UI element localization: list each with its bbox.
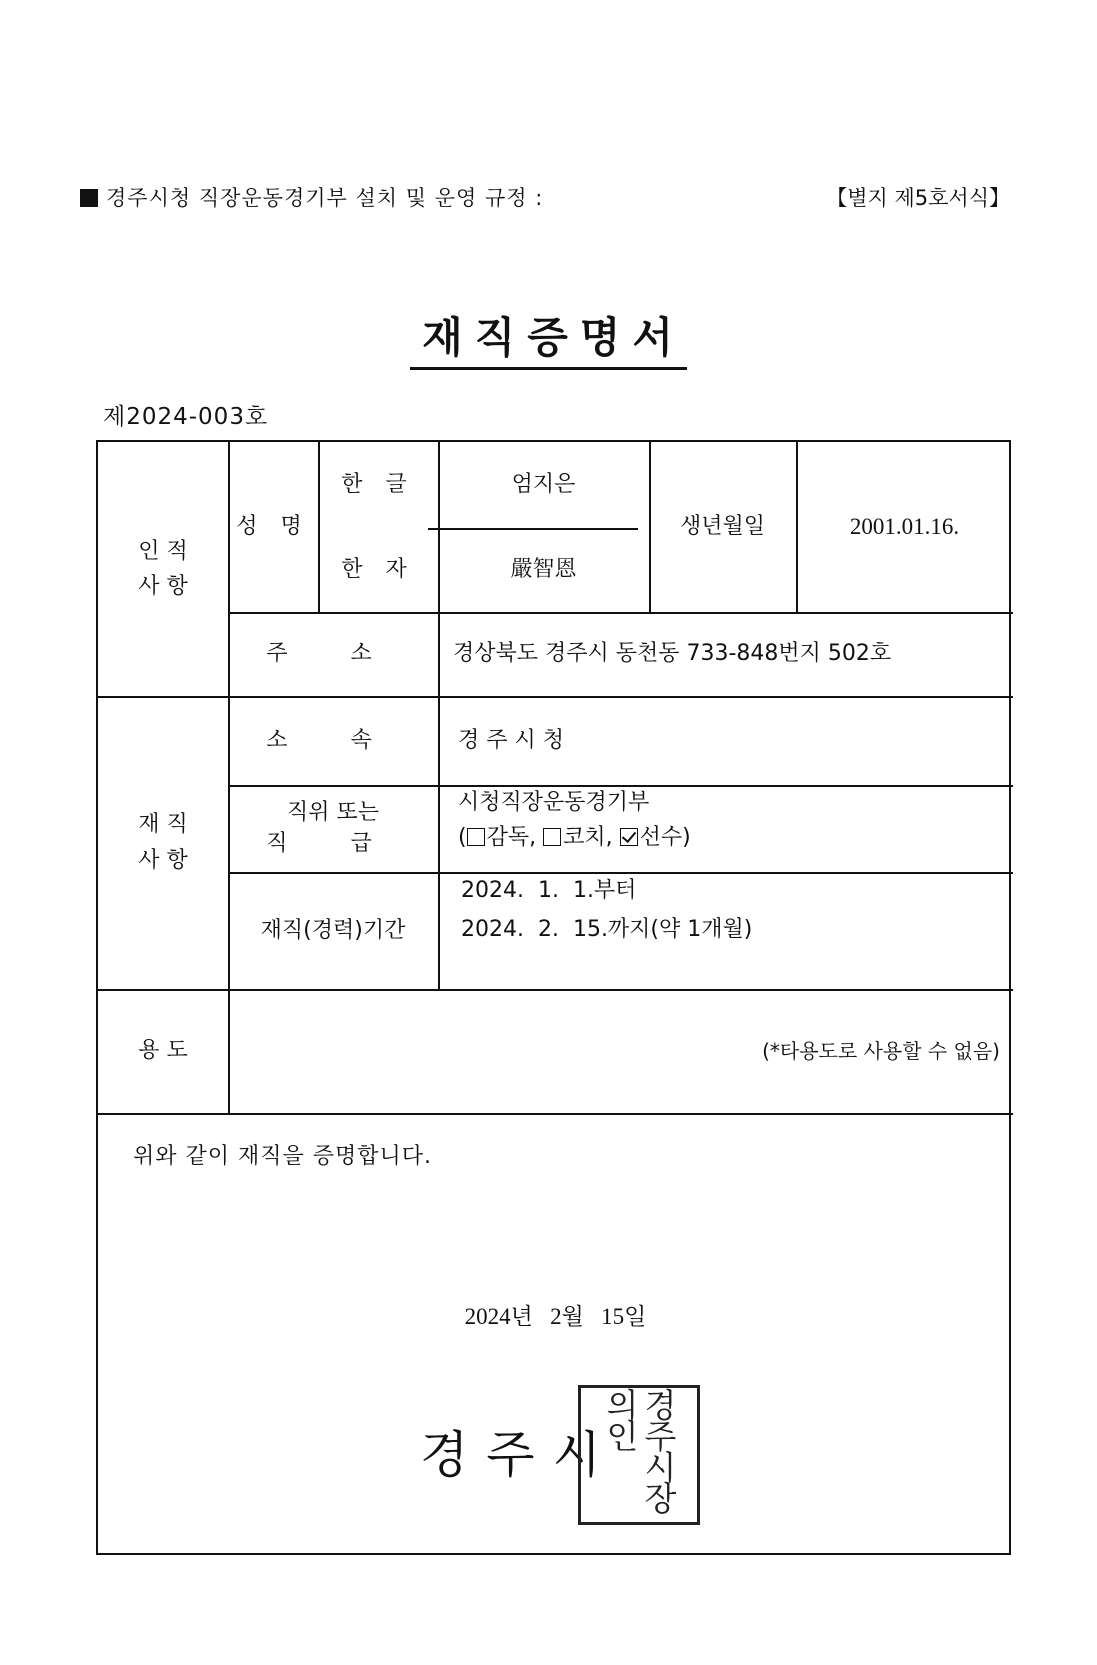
position-value xyxy=(458,785,1013,872)
black-square-icon xyxy=(80,189,98,207)
organization-value: 경 주 시 청 xyxy=(458,727,564,753)
address-label: 주 소 xyxy=(266,641,400,667)
period-label: 재직(경력)기간 xyxy=(260,917,406,943)
purpose-label: 용 도 xyxy=(138,1038,188,1064)
hanja-label: 한 자 xyxy=(341,557,415,583)
position-department: 시청직장운동경기부 xyxy=(458,790,650,815)
hanja-name-value: 嚴智恩 xyxy=(510,557,577,583)
document-title-wrapper xyxy=(0,305,1097,370)
position-label xyxy=(228,785,438,872)
supervisor-checkbox[interactable] xyxy=(467,828,485,846)
period-to: 2024. 2. 15.까지(약 1개월) xyxy=(461,916,753,942)
employment-section-label: 재 직 사 항 xyxy=(138,812,188,873)
official-seal-stamp xyxy=(578,1385,700,1525)
address-value: 경상북도 경주시 동천동 733-848번지 502호 xyxy=(453,641,892,667)
birth-date-label: 생년월일 xyxy=(679,514,765,540)
hangul-name-value: 엄지은 xyxy=(511,472,576,498)
position-label-line1: 직위 또는 xyxy=(286,799,379,825)
issuer-name: 경주시 xyxy=(420,1426,619,1484)
issue-date: 2024년 2월 15일 xyxy=(464,1303,647,1329)
certificate-table xyxy=(96,440,1011,1555)
supervisor-label: 감독, xyxy=(486,825,537,851)
period-from: 2024. 1. 1.부터 xyxy=(461,878,637,903)
regulation-header xyxy=(80,178,1010,214)
coach-checkbox[interactable] xyxy=(543,828,561,846)
document-number: 제2024-003호 xyxy=(103,404,269,430)
birth-date-value: 2001.01.16. xyxy=(849,513,960,539)
personal-section-label: 인 적 사 항 xyxy=(138,538,188,599)
role-checkboxes: ( 감독, 코치, 선수) xyxy=(458,825,691,851)
form-number: 【별지 제5호서식】 xyxy=(826,186,1010,210)
purpose-note: (*타용도로 사용할 수 없음) xyxy=(762,1039,1000,1063)
seal-text: 경주시장의인 xyxy=(601,1388,678,1512)
coach-label: 코치, xyxy=(563,825,613,851)
player-checkbox-checked[interactable] xyxy=(620,828,638,846)
document-title: 재직증명서 xyxy=(410,305,687,370)
divider xyxy=(98,1113,1013,1115)
name-label: 성 명 xyxy=(236,514,310,540)
certification-statement: 위와 같이 재직을 증명합니다. xyxy=(133,1144,432,1170)
player-label: 선수) xyxy=(639,825,691,851)
regulation-title: 경주시청 직장운동경기부 설치 및 운영 규정 : xyxy=(80,182,543,212)
position-label-line2: 직 급 xyxy=(266,830,400,856)
organization-label: 소 속 xyxy=(266,727,400,753)
period-value xyxy=(461,872,1013,989)
hangul-label: 한 글 xyxy=(341,472,415,498)
